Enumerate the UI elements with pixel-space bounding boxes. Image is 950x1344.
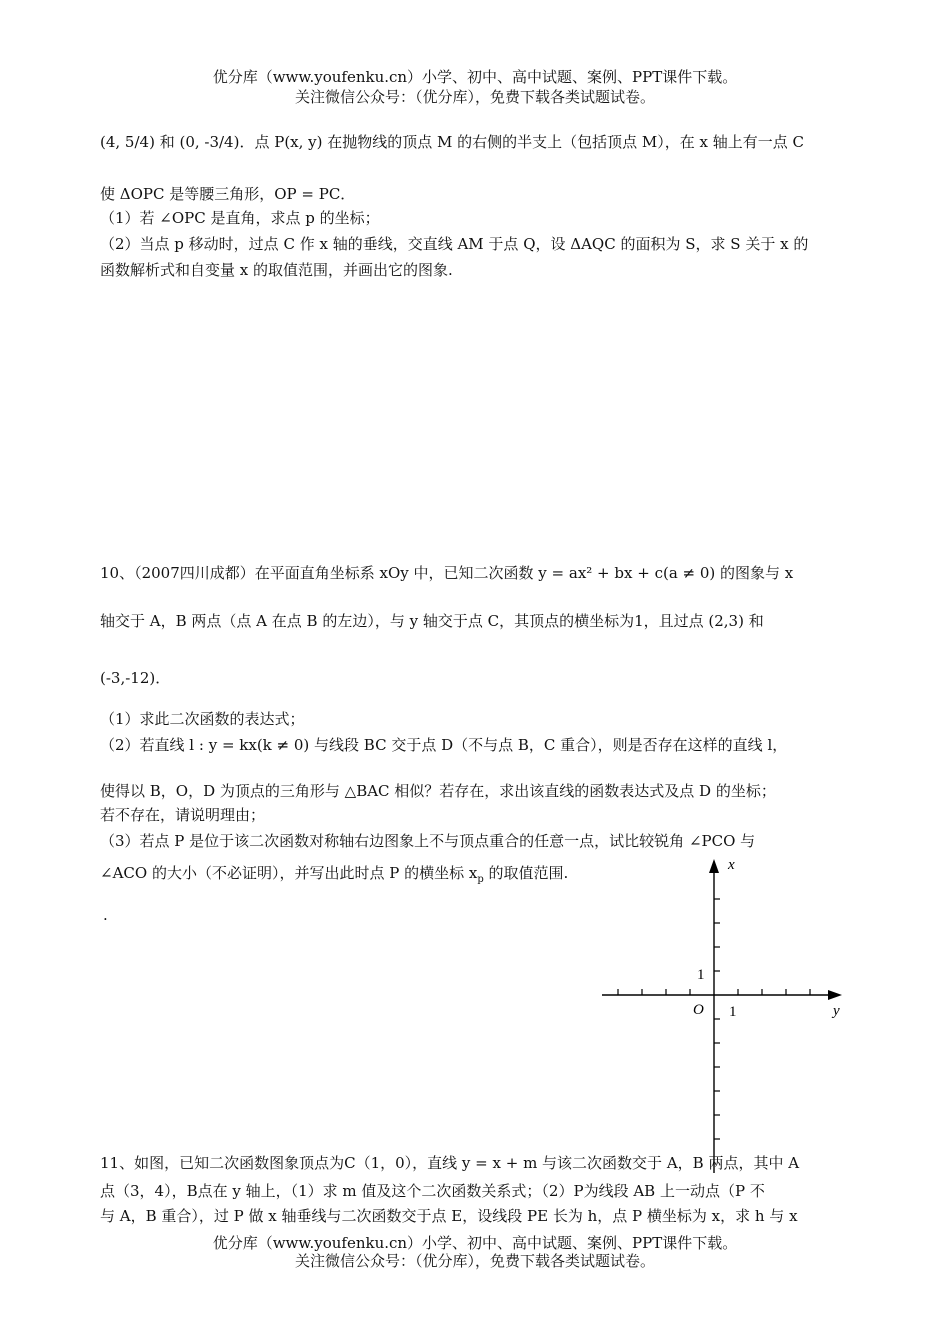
q9-part-1: （1）若 ∠OPC 是直角，求点 p 的坐标；	[100, 209, 380, 227]
q10-part-3b-text: ∠ACO 的大小（不必证明），并写出此时点 P 的横坐标 x	[100, 864, 478, 882]
q9-line-2: 使 ΔOPC 是等腰三角形，OP = PC．	[100, 185, 356, 203]
q10-line-1: 10、（2007四川成都）在平面直角坐标系 xOy 中，已知二次函数 y = ax² + bx + c(a ≠ 0) 的图象与 x	[100, 564, 794, 582]
origin-label: O	[693, 1002, 704, 1018]
q10-part-2b: 使得以 B，O，D 为顶点的三角形与 △BAC 相似？若存在，求出该直线的函数表达式及点 D 的坐标；	[100, 782, 776, 800]
footer-line-1: 优分库（www.youfenku.cn）小学、初中、高中试题、案例、PPT课件下载。	[212, 1234, 738, 1252]
q10-part-2c: 若不存在，请说明理由；	[100, 806, 266, 824]
q11-line-3: 与 A，B 重合），过 P 做 x 轴垂线与二次函数交于点 E，设线段 PE 长为 h，点 P 横坐标为 x，求 h 与 x	[100, 1207, 798, 1225]
vertical-axis-arrow	[709, 859, 719, 873]
header-line-2: 关注微信公众号：（优分库），免费下载各类试题试卷。	[294, 88, 655, 106]
header-line-1: 优分库（www.youfenku.cn）小学、初中、高中试题、案例、PPT课件下载。	[212, 68, 738, 86]
q11-line-2: 点（3，4），B点在 y 轴上，（1）求 m 值及这个二次函数关系式；（2）P为线段 AB 上一动点（P 不	[100, 1182, 765, 1200]
q9-line-1: (4, 5/4) 和 (0, -3/4)．点 P(x, y) 在抛物线的顶点 M 的右侧的半支上（包括顶点 M），在 x 轴上有一点 C	[100, 133, 805, 151]
q9-part-2a: （2）当点 p 移动时，过点 C 作 x 轴的垂线，交直线 AM 于点 Q，设 ΔAQC 的面积为 S，求 S 关于 x 的	[100, 235, 809, 253]
q10-line-3: (-3,-12)．	[100, 669, 171, 687]
horizontal-unit-label: 1	[729, 1004, 737, 1020]
vertical-unit-label: 1	[697, 967, 705, 983]
q10-part-1: （1）求此二次函数的表达式；	[100, 710, 305, 728]
footer-line-2: 关注微信公众号：（优分库），免费下载各类试题试卷。	[294, 1252, 655, 1270]
q9-part-2b: 函数解析式和自变量 x 的取值范围，并画出它的图象.	[100, 261, 453, 279]
vertical-axis-label: x	[728, 857, 735, 873]
horizontal-axis-arrow	[828, 990, 842, 1000]
horizontal-axis-label: y	[833, 1003, 840, 1019]
q10-part-2a: （2）若直线 l : y = kx(k ≠ 0) 与线段 BC 交于点 D（不与点 B，C 重合），则是否存在这样的直线 l，	[100, 736, 788, 754]
q10-part-3b	[100, 862, 568, 885]
q10-dot: .	[103, 906, 108, 924]
vertical-ticks	[714, 899, 720, 1139]
q10-part-3b-subscript: p	[477, 874, 484, 885]
q10-line-2: 轴交于 A，B 两点（点 A 在点 B 的左边），与 y 轴交于点 C，其顶点的横坐标为1，且过点 (2,3) 和	[100, 612, 764, 630]
coordinate-axes-figure	[590, 855, 850, 1175]
q11-line-1: 11、如图，已知二次函数图象顶点为C（1，0），直线 y = x + m 与该二次函数交于 A，B 两点，其中 A	[100, 1154, 800, 1172]
q10-part-3a: （3）若点 P 是位于该二次函数对称轴右边图象上不与顶点重合的任意一点，试比较锐角 ∠PCO 与	[100, 832, 756, 850]
q10-part-3b-end: 的取值范围.	[483, 864, 569, 882]
